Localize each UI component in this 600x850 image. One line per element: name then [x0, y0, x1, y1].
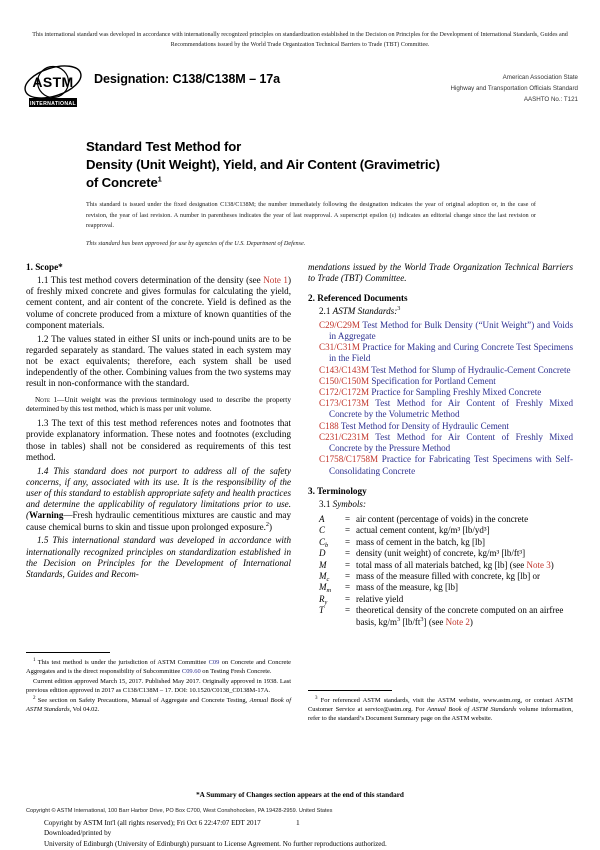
symbol-name: T — [319, 605, 325, 616]
footnote-1-c: on Testing Fresh Concrete. — [200, 668, 272, 676]
footnote-2-b: , Vol 04.02. — [69, 705, 100, 713]
list-item[interactable] — [319, 432, 573, 454]
designation-label: Designation: C138/C138M – 17a — [94, 72, 281, 86]
symbol-equals: = — [345, 548, 351, 559]
warning-label: Warning — [29, 510, 64, 521]
symbol-definition: air content (percentage of voids) in the concrete — [356, 513, 529, 524]
para-1-4-a: 1.4 This standard does not purport to address all of the safety concerns, if any, associated with its use. It is the responsibility of the user of this standard to establish appropriate safety and health practices and determine the applicability of regulatory limitations prior to use. ( — [26, 465, 291, 521]
referenced-documents-list — [308, 320, 573, 477]
subsection-3-1-number: 3.1 — [319, 498, 333, 509]
section-heading-scope: 1. Scope* — [26, 262, 63, 272]
masthead — [22, 62, 578, 114]
para-1-1-post: ) of freshly mixed concrete and gives formulas for calculating the yield, cement content, and air content of the concrete. Yield is defined as the volume of concrete produced from a mixture of known quantities of the component materials. — [26, 275, 292, 330]
standard-title[interactable]: Test Method for Slump of Hydraulic-Cement Concrete — [371, 364, 571, 375]
para-1-4-c: ) — [269, 521, 273, 532]
copyright-line: Copyright © ASTM International, 100 Barr Harbor Drive, PO Box C700, West Conshohocken, PA 19428-2959. United States — [26, 808, 333, 814]
list-item[interactable] — [319, 376, 573, 387]
list-item[interactable] — [319, 421, 573, 432]
symbol-equals: = — [345, 605, 351, 616]
symbol-definition: density (unit weight) of concrete, kg/m³ [lb/ft³] — [356, 548, 526, 559]
list-item[interactable] — [319, 365, 573, 376]
left-column — [26, 262, 291, 583]
subsection-2-1 — [308, 306, 573, 317]
standard-title[interactable]: Test Method for Air Content of Freshly Mixed Concrete by the Pressure Method — [329, 431, 574, 454]
note-1 — [26, 395, 291, 414]
symbol-equals: = — [345, 593, 351, 604]
standard-designation[interactable]: C29/C29M — [319, 319, 360, 330]
table-row — [319, 537, 571, 548]
page-title — [86, 138, 546, 192]
page-number: 1 — [296, 818, 300, 827]
title-line-1: Standard Test Method for — [86, 139, 242, 154]
standard-designation[interactable]: C172/C172M — [319, 386, 370, 397]
section-heading-terminology: 3. Terminology — [308, 485, 367, 496]
table-row — [319, 594, 571, 605]
symbol-name: M — [319, 559, 327, 570]
symbol-equals: = — [345, 571, 351, 582]
footnote-3 — [308, 696, 573, 723]
license-line-2: Downloaded/printed by — [44, 829, 112, 838]
symbol-definition: actual cement content, kg/m³ [lb/yd³] — [356, 525, 490, 536]
standard-designation[interactable]: C188 — [319, 420, 339, 431]
aashto-line-2: Highway and Transportation Officials Standard — [450, 84, 578, 92]
note-3-link[interactable]: Note 3 — [526, 559, 551, 570]
paragraph-1-2: 1.2 The values stated in either SI units or inch-pound units are to be regarded separately as standard. The values stated in each system may not be exact equivalents; therefore, each system shall be used independently of the other. Combining values from the two systems may result in non-conformance with the standard. — [26, 333, 291, 389]
paragraph-1-4 — [26, 466, 291, 533]
paragraph-1-5: 1.5 This international standard was developed in accordance with internationally recognized principles on standardization established in the Decision on Principles for the Development of International Standards, Guides and Recom- — [26, 535, 291, 580]
license-line-3: University of Edinburgh (University of Edinburgh) pursuant to License Agreement. No further reproductions authorized. — [44, 839, 387, 848]
svg-text:INTERNATIONAL: INTERNATIONAL — [30, 100, 76, 107]
symbol-equals: = — [345, 559, 351, 570]
symbol-name: C — [319, 525, 326, 536]
footnote-3-b: volume information, refer to the standard’s Document Summary page on the ASTM website. — [308, 706, 573, 723]
table-row — [319, 605, 571, 628]
standard-designation[interactable]: C31/C31M — [319, 342, 360, 353]
right-column — [308, 262, 573, 628]
footnote-1 — [26, 658, 291, 676]
footnote-3-a: For referenced ASTM standards, visit the ASTM website, www.astm.org, or contact ASTM Customer Service at service@astm.org. For — [308, 697, 573, 714]
aashto-line-1: American Association State — [502, 74, 578, 81]
footnote-3-italic: Annual Book of ASTM Standards — [427, 706, 517, 714]
footnote-1-marker: 1 — [33, 657, 36, 663]
note-1-label: Note 1 — [35, 394, 58, 404]
right-footnotes — [308, 690, 573, 724]
title-line-3-text: of Concrete — [86, 174, 158, 190]
refdocs-footnote-marker: 3 — [397, 305, 401, 313]
table-row — [319, 582, 571, 593]
aashto-block — [358, 73, 578, 106]
table-row — [319, 548, 571, 559]
standard-designation[interactable]: C173/C173M — [319, 398, 370, 409]
symbols-table — [319, 514, 571, 628]
symbol-name: A — [319, 513, 325, 524]
list-item[interactable] — [319, 454, 573, 476]
issuance-note — [86, 200, 536, 250]
note-1-link[interactable]: Note 1 — [263, 275, 288, 285]
title-line-2: Density (Unit Weight), Yield, and Air Content (Gravimetric) — [86, 156, 440, 172]
para-1-4-b: —Fresh hydraulic cementitious mixtures are caustic and may cause chemical burns to skin and tissue upon prolonged exposure. — [26, 510, 291, 532]
issuance-body: This standard is issued under the fixed designation C138/C138M; the number immediately following the designation indicates the year of original adoption or, in the case of revision, the year of last revision. A number in parentheses indicates the year of last reapproval. A superscript epsilon (ε) indicates an editorial change since the last revision or reapproval. — [86, 201, 536, 230]
left-footnotes — [26, 652, 291, 714]
paragraph-1-5-continued: mendations issued by the World Trade Organization Technical Barriers to Trade (TBT) Committee. — [308, 262, 573, 284]
standard-title[interactable]: Practice for Making and Curing Concrete Test Specimens in the Field — [329, 342, 574, 364]
list-item[interactable] — [319, 342, 573, 364]
list-item[interactable] — [319, 320, 573, 342]
symbol-equals: = — [345, 536, 351, 547]
note-1-text: —Unit weight was the previous terminology used to describe the property determined by this test method, which is mass per unit volume. — [26, 394, 291, 413]
symbol-definition: relative yield — [356, 593, 404, 604]
note-2-link[interactable]: Note 2 — [445, 616, 470, 627]
paragraph-1-3: 1.3 The text of this test method references notes and footnotes that provide explanatory information. These notes and footnotes (excluding those in tables) shall not be considered as requirements of this test method. — [26, 418, 291, 462]
symbol-definition: mass of the measure filled with concrete, kg [lb] or — [356, 571, 540, 582]
license-line-1: Copyright by ASTM Int'l (all rights reserved); Fri Oct 6 22:47:07 EDT 2017 — [44, 819, 261, 827]
footnote-2-marker: 2 — [33, 695, 36, 701]
footnote-1-a: This test method is under the jurisdiction of ASTM Committee — [35, 659, 209, 666]
symbol-name: $M_m$ — [319, 582, 332, 595]
aashto-line-3: AASHTO No.: T121 — [523, 95, 578, 103]
title-footnote-marker: 1 — [157, 174, 162, 184]
subsection-2-1-number: 2.1 — [319, 306, 333, 317]
standard-title[interactable]: Test Method for Air Content of Freshly Mixed Concrete by the Volumetric Method — [329, 398, 574, 420]
table-row — [319, 514, 571, 525]
wto-preamble: This international standard was developed in accordance with internationally recognized principles on standardization established in the Decision on Principles for the Development of International Standards, Guides and Recommendations issued by the World Trade Organization Technical Barriers to Trade (TBT) Committee. — [32, 32, 568, 49]
standard-designation[interactable]: C143/C143M — [319, 364, 370, 375]
license-block — [44, 818, 544, 849]
list-item[interactable] — [319, 387, 573, 398]
section-heading-referenced-documents: 2. Referenced Documents — [308, 293, 408, 304]
standard-title[interactable]: Practice for Sampling Freshly Mixed Concrete — [371, 386, 542, 397]
table-row — [319, 560, 571, 571]
standard-title[interactable]: Practice for Fabricating Test Specimens with Self-Consolidating Concrete — [329, 454, 573, 476]
footnote-2 — [26, 696, 291, 714]
footnote-2-italic: Annual Book of ASTM Standards — [26, 696, 291, 713]
standard-title[interactable]: Test Method for Bulk Density (“Unit Weight”) and Voids in Aggregate — [329, 319, 574, 341]
footnote-2-a: See section on Safety Precautions, Manual of Aggregate and Concrete Testing, — [35, 696, 250, 704]
standard-title[interactable]: Test Method for Density of Hydraulic Cement — [340, 420, 509, 431]
footnote-rule — [26, 652, 110, 653]
symbol-definition: theoretical density of the concrete computed on an airfree basis, $kg/m^3$ $[lb/ft^3]$ (see Note 2) — [356, 605, 564, 627]
standard-title[interactable]: Specification for Portland Cement — [371, 375, 496, 386]
symbol-name: $R_y$ — [319, 593, 328, 606]
list-item[interactable] — [319, 398, 573, 420]
symbol-definition: mass of cement in the batch, kg [lb] — [356, 536, 485, 547]
subsection-3-1 — [308, 499, 573, 510]
committee-c09-link[interactable]: C09 — [208, 659, 220, 666]
symbol-definition: total mass of all materials batched, kg [lb] (see Note 3) — [356, 559, 554, 570]
table-row — [319, 571, 571, 582]
symbol-name: D — [319, 548, 326, 559]
subcommittee-c0960-link[interactable]: C09.60 — [181, 668, 201, 676]
paragraph-1-1 — [26, 275, 291, 331]
footnote-1-b: on Concrete and Concrete Aggregates and is the direct responsibility of Subcommittee — [26, 659, 292, 676]
footnote-3-marker: 3 — [315, 695, 318, 701]
astm-logo-icon — [22, 62, 84, 110]
subsection-2-1-label: ASTM Standards: — [332, 306, 398, 317]
subsection-3-1-label: Symbols: — [332, 498, 366, 509]
symbol-name: $C_b$ — [319, 536, 329, 549]
footnote-edition-info: Current edition approved March 15, 2017. Published May 2017. Originally approved in 1938. Last previous edition approved in 2017 as C138/C138M – 17. DOI: 10.1520/C0138_C0138M-17A. — [26, 677, 291, 694]
symbol-definition: mass of the measure, kg [lb] — [356, 582, 458, 593]
symbol-equals: = — [345, 582, 351, 593]
summary-of-changes-note: *A Summary of Changes section appears at the end of this standard — [196, 791, 404, 799]
standard-designation[interactable]: C150/C150M — [319, 375, 370, 386]
svg-text:ASTM: ASTM — [32, 74, 74, 90]
symbol-name: $M_c$ — [319, 571, 330, 584]
para-1-4-footnote-marker: 2 — [265, 520, 270, 528]
title-line-3 — [86, 174, 546, 192]
symbol-equals: = — [345, 513, 351, 524]
footnote-rule — [308, 690, 392, 691]
standard-designation[interactable]: C231/C231M — [319, 431, 370, 442]
table-row — [319, 525, 571, 536]
para-1-1-pre: 1.1 This test method covers determination of the density (see — [37, 275, 264, 285]
symbol-equals: = — [345, 525, 351, 536]
standard-designation[interactable]: C1758/C1758M — [319, 454, 379, 465]
issuance-approved: This standard has been approved for use by agencies of the U.S. Department of Defense. — [86, 239, 306, 247]
